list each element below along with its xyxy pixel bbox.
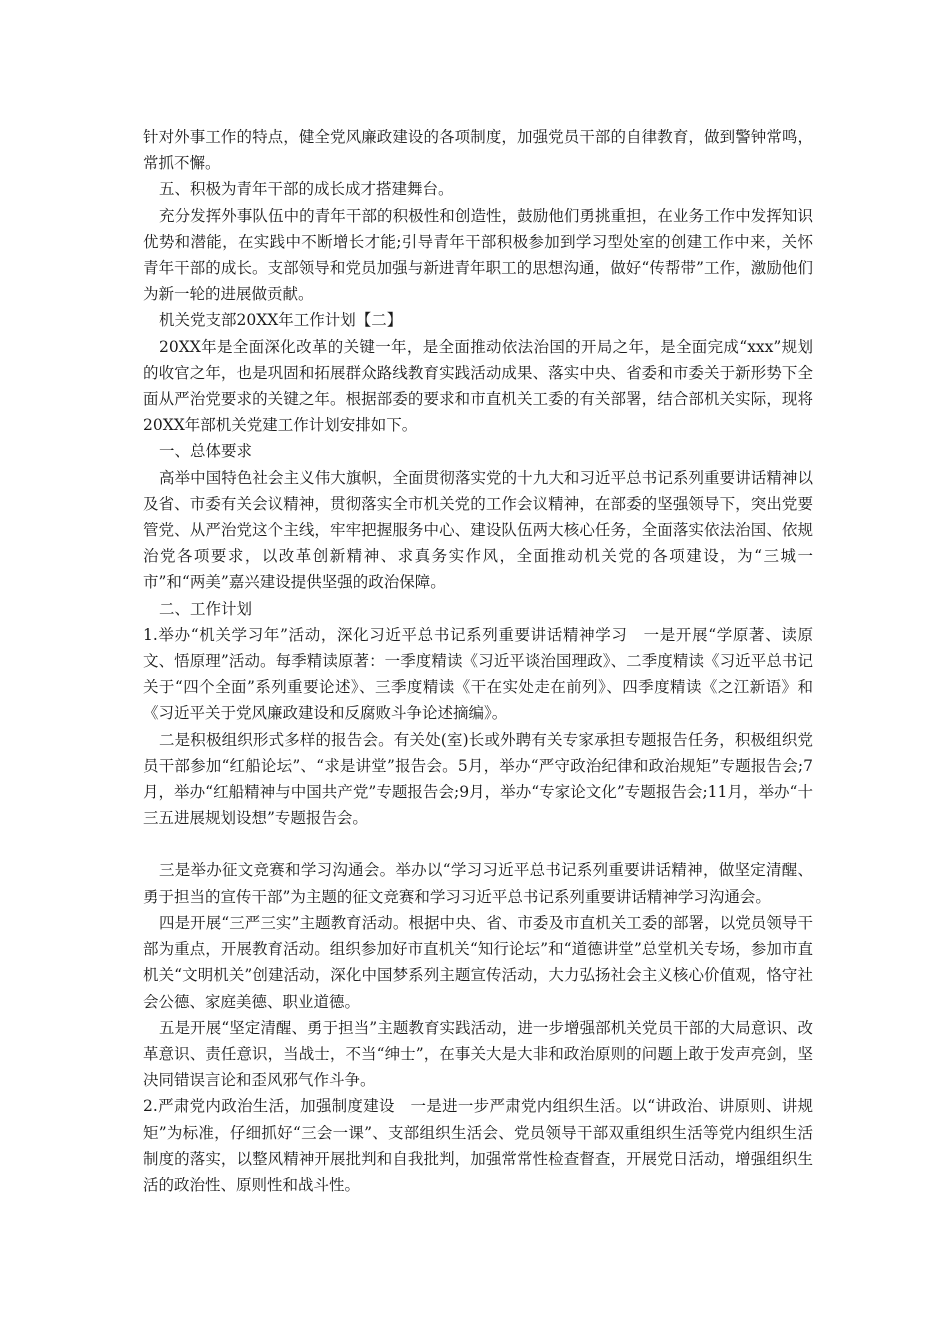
plan-title: 机关党支部20XX年工作计划【二】: [159, 311, 403, 330]
section-heading-general-requirements: 一、总体要求: [159, 442, 253, 461]
paragraph-plan-item-1: 1.举办“机关学习年”活动，深化习近平总书记系列重要讲话精神学习 一是开展“学原著、读原文、悟原理”活动。每季精读原著：一季度精读《习近平谈治国理政》、二季度精读《习近平总书记关于“四个全面”系列重要论述》、三季度精读《干在实处走在前列》、四季度精读《之江新语》和《习近平关于党风廉政建设和反腐败斗争论述摘编》。: [143, 625, 813, 723]
paragraph-youth-cadres: 充分发挥外事队伍中的青年干部的积极性和创造性，鼓励他们勇挑重担，在业务工作中发挥知识优势和潜能，在实践中不断增长才能;引导青年干部积极参加到学习型处室的创建工作中来，关怀青年干部的成长。支部领导和党员加强与新进青年职工的思想沟通，做好“传帮带”工作，激励他们为新一轮的进展做贡献。: [143, 206, 813, 304]
paragraph-continued: 针对外事工作的特点，健全党风廉政建设的各项制度，加强党员干部的自律教育，做到警钟常鸣，常抓不懈。: [143, 128, 813, 173]
paragraph-intro: 20XX年是全面深化改革的关键一年，是全面推动依法治国的开局之年，是全面完成“xxx”规划的收官之年，也是巩固和拓展群众路线教育实践活动成果、落实中央、省委和市委关于新形势下全面从严治党要求的关键之年。根据部委的要求和市直机关工委的有关部署，结合部机关实际，现将20XX年部机关党建工作计划安排如下。: [143, 337, 813, 435]
paragraph-reports: 二是积极组织形式多样的报告会。有关处(室)长或外聘有关专家承担专题报告任务，积极组织党员干部参加“红船论坛”、“求是讲堂”报告会。5月，举办“严守政治纪律和政治规矩”专题报告会;7月，举办“红船精神与中国共产党”专题报告会;9月，举办“专家论文化”专题报告会;11月，举办“十三五进展规划设想”专题报告会。: [143, 730, 813, 828]
section-heading-work-plan: 二、工作计划: [159, 599, 253, 618]
paragraph-plan-item-2: 2.严肃党内政治生活，加强制度建设 一是进一步严肃党内组织生活。以“讲政治、讲原则、讲规矩”为标准，仔细抓好“三会一课”、支部组织生活会、党员领导干部双重组织生活等党内组织生活制度的落实，以整风精神开展批判和自我批判，加强常常性检查督查，开展党日活动，增强组织生活的政治性、原则性和战斗性。: [143, 1097, 813, 1194]
blank-line: [143, 831, 813, 857]
paragraph-three-stricts: 四是开展“三严三实”主题教育活动。根据中央、省、市委及市直机关工委的部署，以党员领导干部为重点，开展教育活动。组织参加好市直机关“知行论坛”和“道德讲堂”总堂机关专场，参加市直机关“文明机关”创建活动，深化中国梦系列主题宣传活动，大力弘扬社会主义核心价值观，恪守社会公德、家庭美德、职业道德。: [143, 913, 813, 1011]
document-page: [143, 124, 813, 1198]
paragraph-education-practice: 五是开展“坚定清醒、勇于担当”主题教育实践活动，进一步增强部机关党员干部的大局意识、改革意识、责任意识，当战士，不当“绅士”，在事关大是大非和政治原则的问题上敢于发声亮剑，坚决同错误言论和歪风邪气作斗争。: [143, 1018, 813, 1090]
paragraph-essay-contest: 三是举办征文竞赛和学习沟通会。举办以“学习习近平总书记系列重要讲话精神，做坚定清醒、勇于担当的宣传干部”为主题的征文竞赛和学习习近平总书记系列重要讲话精神学习沟通会。: [143, 861, 813, 906]
section-heading-five: 五、积极为青年干部的成长成才搭建舞台。: [159, 180, 454, 199]
paragraph-general-requirements: 高举中国特色社会主义伟大旗帜，全面贯彻落实党的十九大和习近平总书记系列重要讲话精神以及省、市委有关会议精神，贯彻落实全市机关党的工作会议精神，在部委的坚强领导下，突出党要管党、从严治党这个主线，牢牢把握服务中心、建设队伍两大核心任务，全面落实依法治国、依规治党各项要求，以改革创新精神、求真务实作风，全面推动机关党的各项建设，为“三城一市”和“两美”嘉兴建设提供坚强的政治保障。: [143, 468, 813, 592]
